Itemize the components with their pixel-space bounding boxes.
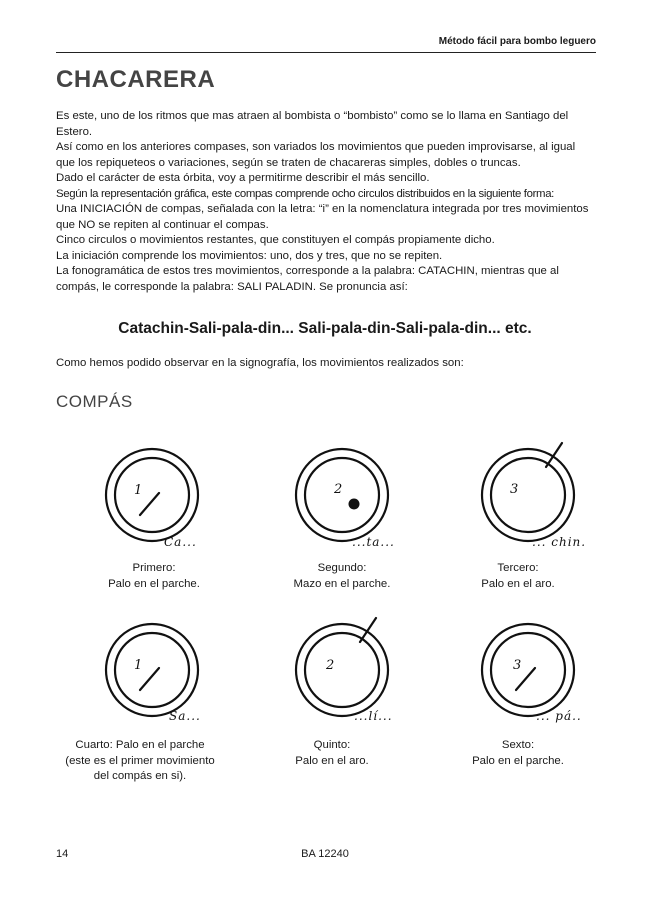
drum-diagram-4 [94, 622, 214, 727]
syllable-label: ...lí... [354, 709, 393, 723]
movement-number: 2 [334, 482, 343, 497]
drum-rim [482, 624, 574, 716]
caption-6 [418, 738, 618, 769]
drum-head [491, 633, 565, 707]
paragraph: Dado el carácter de esta órbita, voy a permitirme describir el más sencillo. [56, 172, 430, 184]
syllable-label: ... chin. [532, 535, 587, 549]
page-number: 14 [56, 848, 69, 860]
section-title: COMPÁS [56, 392, 133, 411]
drum-diagram-2 [284, 447, 404, 552]
drum-head [115, 458, 189, 532]
pronunciation-phrase: Catachin-Sali-pala-din... Sali-pala-din-Sali-pala-din... etc. [118, 320, 532, 337]
paragraph: La iniciación comprende los movimientos: uno, dos y tres, que no se repiten. [56, 249, 443, 262]
drum-diagram-1 [94, 447, 214, 552]
drum-head [115, 633, 189, 707]
mallet-mark [349, 499, 360, 510]
page-title: CHACARERA [56, 66, 216, 93]
caption-line: Segundo: [317, 562, 367, 574]
movement-number: 1 [134, 483, 143, 498]
stick-mark [140, 668, 159, 690]
drum-rim [106, 449, 198, 541]
drum-diagram-6 [470, 622, 600, 727]
caption-line: Palo en el aro. [295, 754, 369, 767]
paragraph: Así como en los anteriores compases, son variados los movimientos que pueden improvisarse, al igual que los repiqueteos o variaciones, según se traten de chacareras simples, dobles o truncas. [56, 141, 576, 169]
caption-line: Primero: [132, 562, 176, 574]
drum-rim [296, 624, 388, 716]
drum-diagram-3 [470, 447, 600, 552]
body-text [56, 109, 596, 295]
paragraph: Es este, uno de los ritmos que mas atraen al bombista o “bombisto” como se lo llama en Santiago del Estero. [56, 110, 569, 138]
caption-line: (este es el primer movimiento [65, 754, 215, 767]
caption-line: Cuarto: Palo en el parche [75, 739, 205, 751]
caption-4 [40, 738, 240, 785]
stick-mark [140, 493, 159, 515]
caption-line: Palo en el aro. [481, 577, 555, 590]
caption-1 [54, 561, 254, 592]
paragraph: La fonogramática de estos tres movimientos, corresponde a la palabra: CATACHIN, mientras que al compás, le corresponde la palabra: SALI PALADIN. Se pronuncia así: [56, 265, 559, 293]
caption-line: Palo en el parche. [472, 754, 564, 767]
caption-line: Mazo en el parche. [293, 577, 391, 590]
syllable-label: Ca... [164, 535, 197, 549]
drum-head [305, 633, 379, 707]
movement-number: 3 [513, 658, 522, 673]
movement-number: 1 [134, 658, 143, 673]
caption-line: Sexto: [501, 739, 535, 751]
paragraph: Según la representación gráfica, este compas comprende ocho circulos distribuidos en la siguiente forma: [56, 187, 554, 200]
caption-line: Quinto: [313, 739, 351, 751]
drum-head [491, 458, 565, 532]
movement-number: 2 [326, 658, 335, 673]
caption-line: Tercero: [497, 562, 539, 574]
caption-3 [418, 561, 618, 592]
catalog-number: BA 12240 [301, 848, 349, 860]
syllable-label: ... pá.. [536, 709, 582, 723]
paragraph: Una INICIACIÓN de compas, señalada con la letra: “i” en la nomenclatura integrada por tres movimientos que NO se repiten al continuar el compas. [56, 203, 589, 231]
caption-2 [242, 561, 442, 592]
caption-line: del compás en si). [93, 770, 187, 782]
drum-rim [106, 624, 198, 716]
caption-5 [232, 738, 432, 769]
syllable-label: ...ta... [352, 535, 395, 549]
observation-text: Como hemos podido observar en la signografía, los movimientos realizados son: [56, 357, 464, 369]
drum-diagram-5 [284, 622, 404, 727]
movement-number: 3 [510, 482, 519, 497]
drum-rim [482, 449, 574, 541]
running-header: Método fácil para bombo leguero [56, 36, 596, 53]
caption-line: Palo en el parche. [108, 577, 200, 590]
paragraph: Cinco circulos o movimientos restantes, que constituyen el compás propiamente dicho. [56, 234, 495, 246]
syllable-label: Sa... [169, 709, 201, 723]
